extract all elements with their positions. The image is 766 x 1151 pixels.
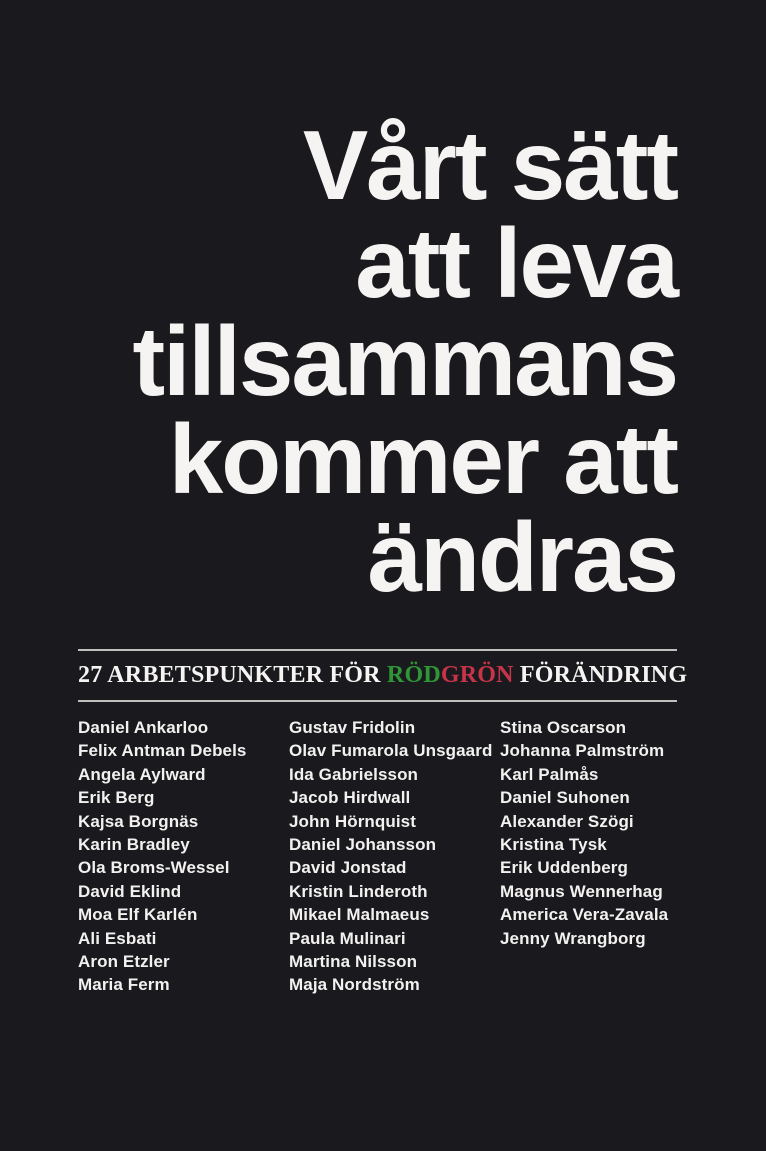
contributor-name: Martina Nilsson — [289, 952, 418, 972]
subtitle-segment: RÖD — [386, 662, 441, 688]
contributor-name: Maja Nordström — [289, 975, 420, 995]
contributor-name: Gustav Fridolin — [289, 718, 416, 737]
contributor-name: Daniel Ankarloo — [78, 718, 209, 737]
contributor-name: Moa Elf Karlén — [78, 905, 198, 925]
contributor-name: Maria Ferm — [78, 975, 170, 995]
contributor-name: Magnus Wennerhag — [500, 881, 663, 901]
book-title-line: Vårt sätt — [302, 110, 677, 220]
contributor-name: Erik Uddenberg — [500, 858, 628, 878]
contributor-name: Kristin Linderoth — [289, 881, 428, 901]
contributor-name: Paula Mulinari — [289, 928, 406, 948]
contributor-name: Jacob Hirdwall — [289, 788, 411, 808]
contributors-list — [78, 716, 766, 997]
contributor-name: Angela Aylward — [78, 764, 206, 784]
contributor-name: Karin Bradley — [78, 835, 190, 855]
book-subtitle — [78, 662, 688, 689]
contributor-name: Erik Berg — [78, 788, 155, 808]
contributor-name: Aron Etzler — [78, 952, 170, 972]
contributor-name: David Jonstad — [289, 858, 407, 878]
contributor-name: Alexander Szögi — [500, 811, 634, 831]
contributor-name: Jenny Wrangborg — [500, 928, 646, 948]
subtitle-segment: FÖRÄNDRING — [513, 662, 688, 688]
contributor-name: Daniel Suhonen — [500, 788, 630, 808]
contributor-name: Ola Broms-Wessel — [78, 858, 230, 878]
contributor-name: Kristina Tysk — [500, 835, 607, 855]
subtitle-band — [78, 649, 688, 702]
contributor-name: Mikael Malmaeus — [289, 905, 430, 925]
contributor-name: Daniel Johansson — [289, 835, 437, 855]
book-title-line: att leva — [355, 208, 677, 318]
contributors-column-3 — [500, 716, 766, 997]
book-title-line: tillsammans — [132, 306, 677, 416]
contributor-name: Felix Antman Debels — [78, 741, 247, 761]
book-title — [0, 110, 677, 612]
contributors-column-1 — [78, 716, 289, 997]
contributor-name: David Eklind — [78, 881, 182, 901]
contributor-name: Ali Esbati — [78, 928, 157, 948]
contributor-name: Olav Fumarola Unsgaard — [289, 741, 493, 761]
contributor-name: America Vera-Zavala — [500, 905, 669, 925]
contributor-name: Kajsa Borgnäs — [78, 811, 199, 831]
contributors-column-2 — [289, 716, 500, 997]
book-title-line: ändras — [367, 502, 677, 612]
contributor-name: John Hörnquist — [289, 811, 416, 831]
contributor-name: Stina Oscarson — [500, 718, 627, 737]
contributor-name: Ida Gabrielsson — [289, 764, 419, 784]
contributor-name: Johanna Palmström — [500, 741, 665, 761]
contributor-name: Karl Palmås — [500, 764, 599, 784]
book-title-line: kommer att — [168, 404, 677, 514]
subtitle-segment: GRÖN — [440, 662, 514, 688]
subtitle-segment: 27 ARBETSPUNKTER FÖR — [78, 662, 387, 688]
